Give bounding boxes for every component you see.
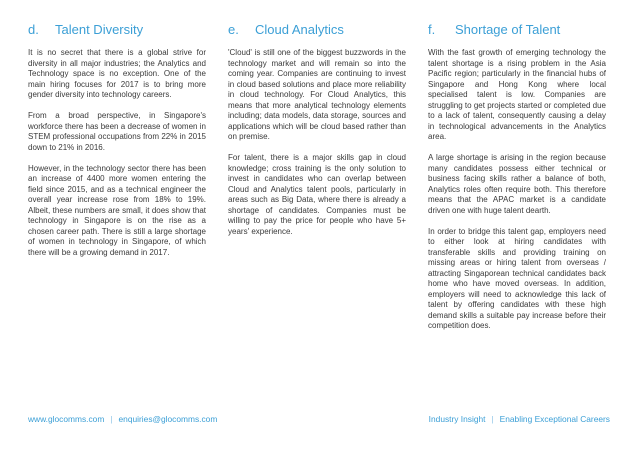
paragraph: However, in the technology sector there has been an increase of 4400 more women entering the field since 2015, and as a technical engineer the overall year increase rose from 18% to 19%. Albeit, these numbers are small, it does show that technology in Singapore is on the rise as a chosen career path. There is still a large shortage of women in technology in Singapore, of which there will be a growing demand in 2017.	[28, 163, 206, 257]
website-link[interactable]: www.glocomms.com	[28, 414, 105, 424]
column-cloud-analytics	[228, 22, 406, 248]
section-heading	[228, 22, 406, 37]
section-title: Cloud Analytics	[255, 22, 344, 37]
column-shortage-of-talent	[428, 22, 606, 342]
section-title: Talent Diversity	[55, 22, 144, 37]
paragraph: It is no secret that there is a global strive for diversity in all major industries; the Analytics and Technology space is no exception. One of the main hiring focuses for 2017 is to bring more gender diversity into technology careers.	[28, 48, 206, 99]
paragraph: 'Cloud' is still one of the biggest buzzwords in the technology market and will remain so into the coming year. Companies are continuing to invest in cloud based solutions and place more reliability in cloud technology. For Cloud Analytics, this means that more analytical technology elements including; data models, data storage, sources and applications which will be cloud based rather than on premise.	[228, 48, 406, 141]
section-title: Shortage of Talent	[455, 22, 561, 37]
footer-tagline: Enabling Exceptional Careers	[499, 414, 610, 424]
paragraph: With the fast growth of emerging technology the talent shortage is a rising problem in the Asia Pacific region; particularly in the financial hubs of Singapore and Hong Kong where local specialised talent is low. Companies are struggling to get projects started or completed due to a lack of talent, consequently causing a delay in technological advancements in the Analytics area.	[428, 48, 606, 141]
section-letter: e.	[228, 22, 239, 37]
footer-branding	[429, 414, 610, 424]
footer-separator: |	[491, 414, 494, 424]
section-letter: d.	[28, 22, 39, 37]
footer-separator: |	[110, 414, 113, 424]
paragraph: A large shortage is arising in the region because many candidates possess either technical or business facing skills rather a balance of both, Analytics roles often require both. This therefore means that the APAC market is a candidate driven one with huge talent dearth.	[428, 153, 606, 215]
paragraph: From a broad perspective, in Singapore's workforce there has been a decrease of women in STEM professional occupations from 22% in 2015 down to 21% in 2016.	[28, 111, 206, 152]
footer-section-label: Industry Insight	[428, 414, 486, 424]
paragraph: In order to bridge this talent gap, employers need to either look at hiring candidates with transferable skills and providing training on missing areas or hiring talent from overseas / attracting Singaporean technical candidates back home who have moved overseas. In addition, employers will need to acknowledge this lack of talent by offering candidates with these high demand skills a suitable pay increase before their competition does.	[428, 226, 606, 330]
email-link[interactable]: enquiries@glocomms.com	[118, 414, 218, 424]
column-talent-diversity	[28, 22, 206, 269]
footer-contact	[28, 414, 217, 424]
section-heading	[28, 22, 206, 37]
paragraph: For talent, there is a major skills gap in cloud knowledge; cross training is the only solution to invest in candidates who can overlap between Cloud and Analytics talent pools, particularly in areas such as Big Data, where there is already a shortage of candidates. Companies must be willing to pay the price for people who have 5+ years' experience.	[228, 153, 406, 236]
section-heading	[428, 22, 606, 37]
section-letter: f.	[428, 22, 436, 37]
